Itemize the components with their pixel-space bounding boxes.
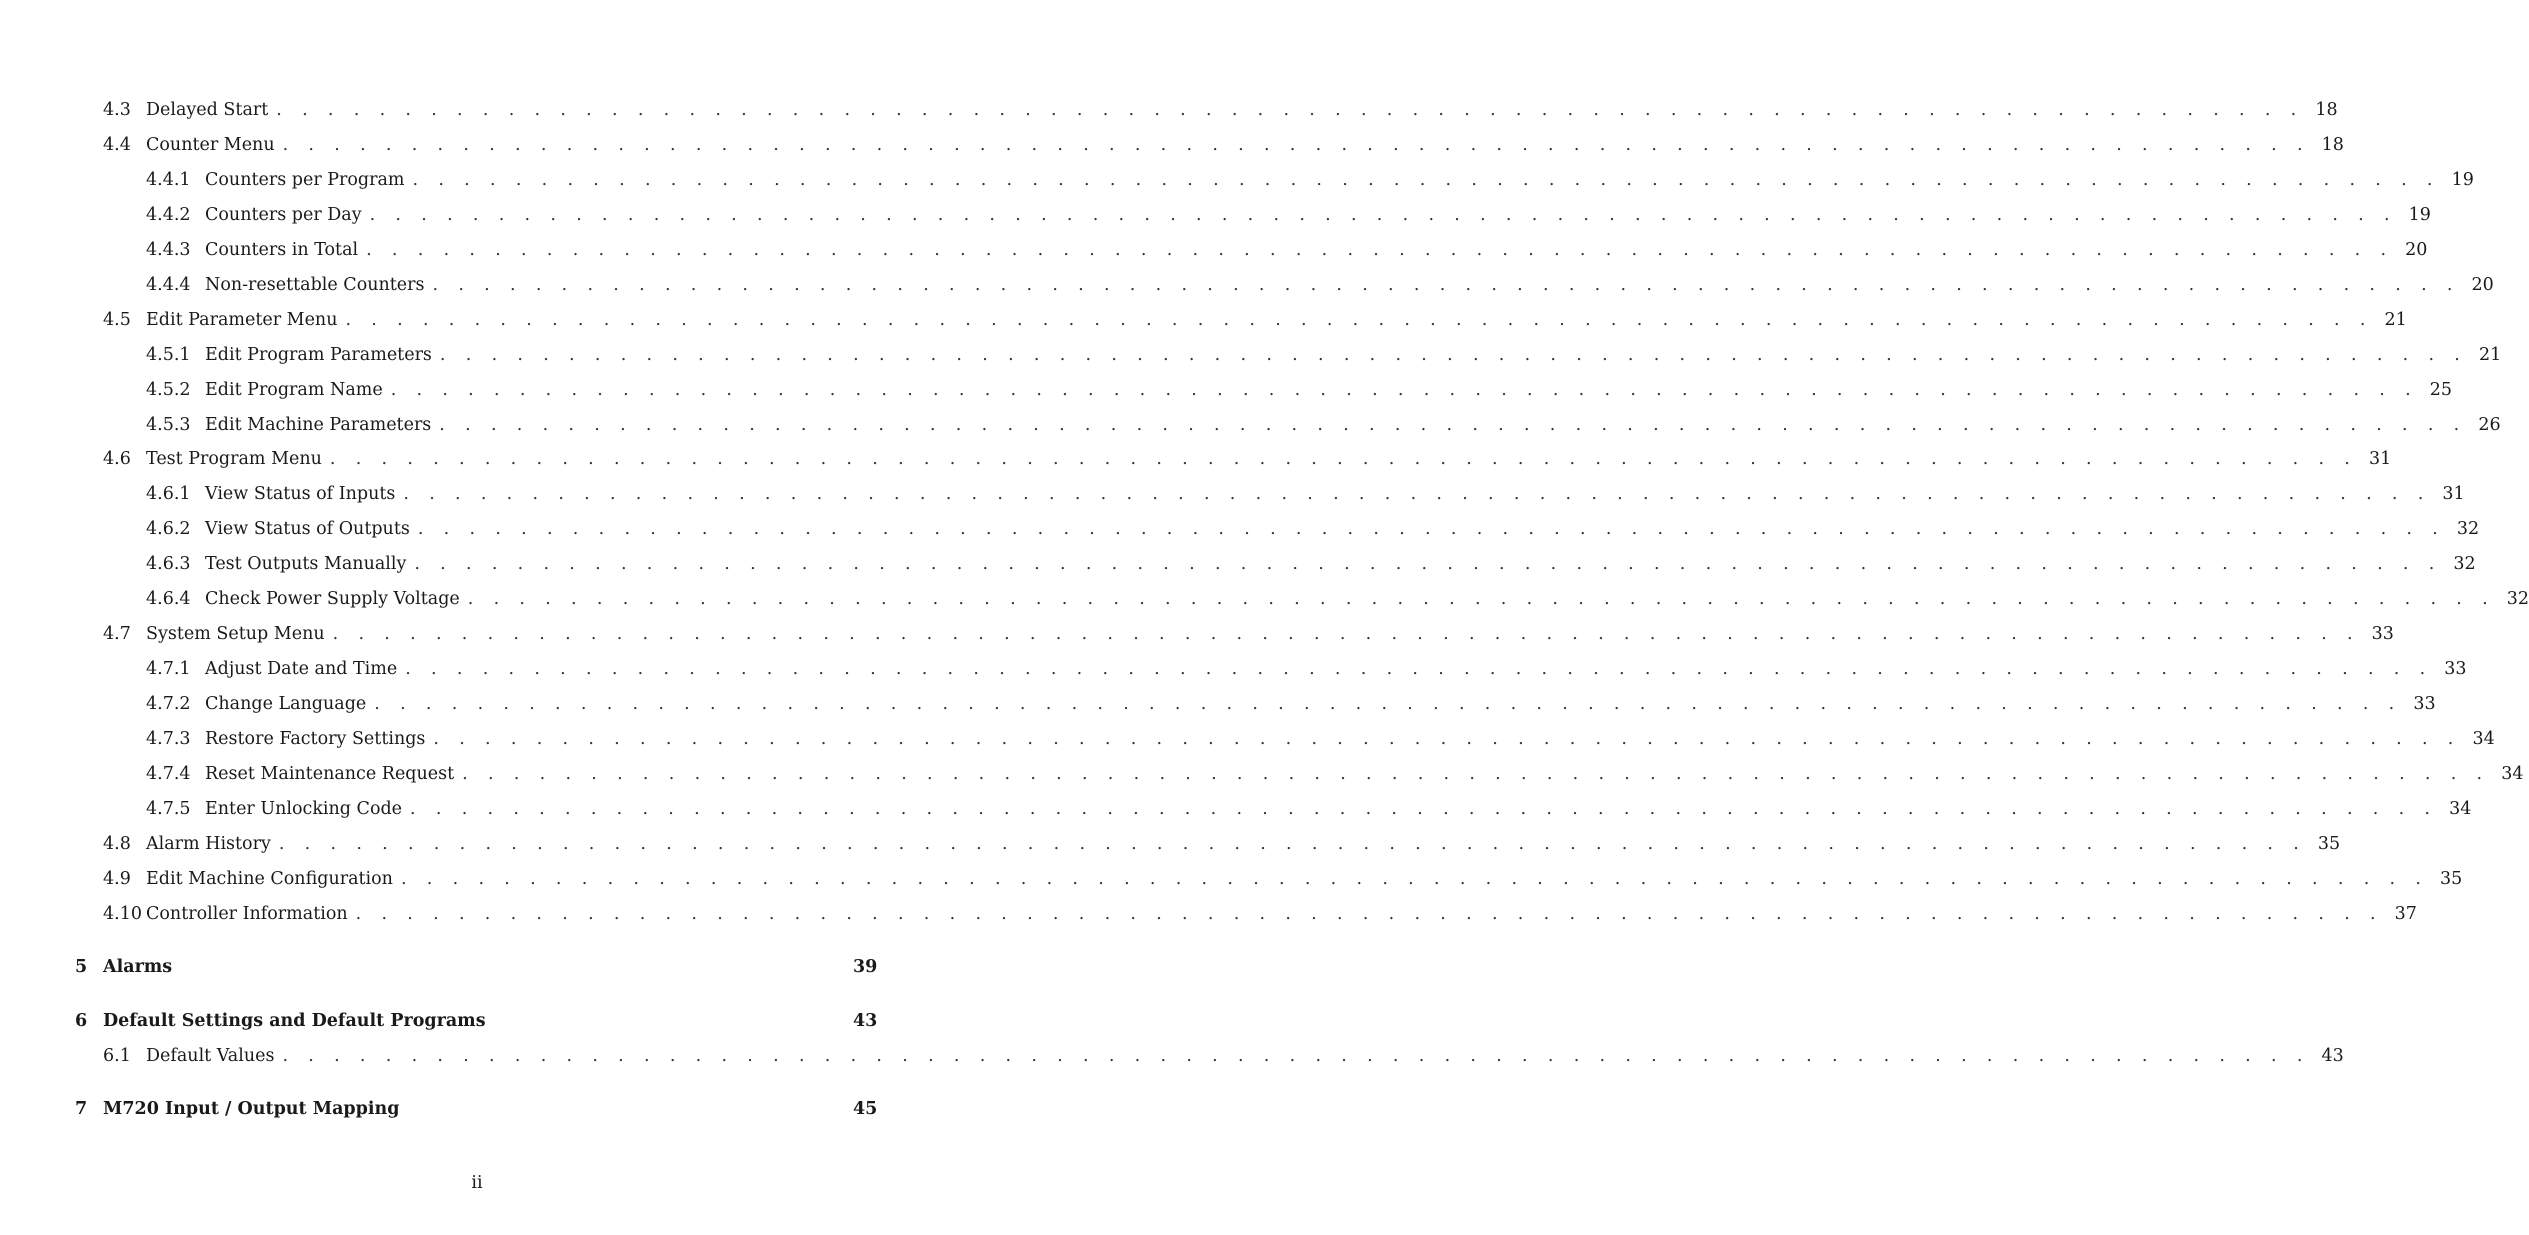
toc-dot-leader: . . . . . . . . . . . . . . . . . . . . . . . . . . . . . . . . . . . . . . . . . . . . . . . . . . . . . . . . . . . . . . . . . . . . . . . . . . . . . . . <box>414 554 2442 574</box>
toc-entry-page: 20 <box>2405 240 2428 260</box>
toc-dot-leader: . . . . . . . . . . . . . . . . . . . . . . . . . . . . . . . . . . . . . . . . . . . . . . . . . . . . . . . . . . . . . . . . . . . . . . . . . . . . . . . <box>355 904 2383 924</box>
toc-entry-number: 4.6.1 <box>146 484 191 504</box>
toc-entry-number: 4.7 <box>103 624 131 644</box>
toc-entry[interactable] <box>103 308 2407 332</box>
toc-dot-leader: . . . . . . . . . . . . . . . . . . . . . . . . . . . . . . . . . . . . . . . . . . . . . . . . . . . . . . . . . . . . . . . . . . . . . . . . . . . . . . . <box>276 100 2304 120</box>
toc-entry-number: 4.5.1 <box>146 345 191 365</box>
toc-dot-leader: . . . . . . . . . . . . . . . . . . . . . . . . . . . . . . . . . . . . . . . . . . . . . . . . . . . . . . . . . . . . . . . . . . . . . . . . . . . . . . . <box>439 415 2467 435</box>
toc-entry-page: 31 <box>2442 484 2465 504</box>
toc-entry-number: 4.4.3 <box>146 240 191 260</box>
toc-entry-title: Test Program Menu <box>146 449 322 469</box>
toc-dot-leader: . . . . . . . . . . . . . . . . . . . . . . . . . . . . . . . . . . . . . . . . . . . . . . . . . . . . . . . . . . . . . . . . . . . . . . . . . . . . . . . <box>332 624 2360 644</box>
toc-entry-title: View Status of Outputs <box>205 519 410 539</box>
toc-entry-page: 32 <box>2456 519 2480 539</box>
toc-dot-leader: . . . . . . . . . . . . . . . . . . . . . . . . . . . . . . . . . . . . . . . . . . . . . . . . . . . . . . . . . . . . . . . . . . . . . . . . . . . . . . . <box>405 659 2433 679</box>
toc-entry-number: 4.9 <box>103 869 131 889</box>
toc-entry-page: 34 <box>2449 799 2472 819</box>
toc-entry-title: Counters per Program <box>205 170 405 190</box>
toc-entry[interactable] <box>146 168 2474 192</box>
toc-entry-title: Edit Machine Parameters <box>205 415 432 435</box>
toc-entry-title: Edit Parameter Menu <box>146 310 338 330</box>
toc-entry-number: 4.4.4 <box>146 275 191 295</box>
toc-dot-leader: . . . . . . . . . . . . . . . . . . . . . . . . . . . . . . . . . . . . . . . . . . . . . . . . . . . . . . . . . . . . . . . . . . . . . . . . . . . . . . . <box>417 519 2446 539</box>
toc-entry-title: Counters in Total <box>205 240 359 260</box>
toc-entry[interactable] <box>146 587 2529 611</box>
toc-entry-title: Default Values <box>146 1046 275 1066</box>
toc-entry-title: Alarms <box>103 957 173 977</box>
toc-dot-leader: . . . . . . . . . . . . . . . . . . . . . . . . . . . . . . . . . . . . . . . . . . . . . . . . . . . . . . . . . . . . . . . . . . . . . . . . . . . . . . . <box>433 729 2461 749</box>
toc-dot-leader: . . . . . . . . . . . . . . . . . . . . . . . . . . . . . . . . . . . . . . . . . . . . . . . . . . . . . . . . . . . . . . . . . . . . . . . . . . . . . . . <box>366 240 2394 260</box>
toc-entry-title: Alarm History <box>146 834 271 854</box>
toc-entry-title: Edit Program Name <box>205 380 383 400</box>
toc-dot-leader: . . . . . . . . . . . . . . . . . . . . . . . . . . . . . . . . . . . . . . . . . . . . . . . . . . . . . . . . . . . . . . . . . . . . . . . . . . . . . . . <box>282 135 2310 155</box>
toc-entry-number: 4.10 <box>103 904 142 924</box>
toc-entry-page: 33 <box>2371 624 2394 644</box>
toc-entry-number: 4.4.2 <box>146 205 191 225</box>
toc-entry-page: 18 <box>2315 100 2338 120</box>
toc-entry-number: 4.5.2 <box>146 380 191 400</box>
toc-dot-leader: . . . . . . . . . . . . . . . . . . . . . . . . . . . . . . . . . . . . . . . . . . . . . . . . . . . . . . . . . . . . . . . . . . . . . . . . . . . . . . . <box>345 310 2373 330</box>
toc-entry-title: Check Power Supply Voltage <box>205 589 460 609</box>
page-number: ii <box>471 1173 483 1193</box>
toc-entry[interactable] <box>103 867 2463 891</box>
toc-entry[interactable] <box>103 622 2394 646</box>
toc-entry[interactable] <box>103 133 2344 157</box>
toc-entry-title: Reset Maintenance Request <box>205 764 455 784</box>
toc-entry-number: 6 <box>75 1011 88 1031</box>
toc-entry[interactable] <box>146 378 2453 402</box>
toc-dot-leader: . . . . . . . . . . . . . . . . . . . . . . . . . . . . . . . . . . . . . . . . . . . . . . . . . . . . . . . . . . . . . . . . . . . . . . . . . . . . . . . <box>410 799 2438 819</box>
toc-entry-number: 4.6.2 <box>146 519 191 539</box>
toc-entry-title: Default Settings and Default Programs <box>103 1011 486 1031</box>
toc-entry-page: 21 <box>2384 310 2407 330</box>
toc-entry-page: 26 <box>2478 415 2501 435</box>
toc-entry-number: 4.5 <box>103 310 131 330</box>
toc-entry-page: 25 <box>2429 380 2453 400</box>
toc-entry[interactable] <box>146 657 2467 681</box>
toc-chapter-entry[interactable] <box>75 1097 877 1121</box>
toc-entry-number: 5 <box>75 957 88 977</box>
toc-dot-leader: . . . . . . . . . . . . . . . . . . . . . . . . . . . . . . . . . . . . . . . . . . . . . . . . . . . . . . . . . . . . . . . . . . . . . . . . . . . . . . . <box>374 694 2402 714</box>
toc-entry-number: 4.7.3 <box>146 729 191 749</box>
toc-entry-number: 4.7.5 <box>146 799 191 819</box>
toc-entry[interactable] <box>146 203 2431 227</box>
toc-entry-number: 4.4 <box>103 135 131 155</box>
toc-entry-page: 31 <box>2368 449 2392 469</box>
toc-entry[interactable] <box>103 98 2338 122</box>
toc-dot-leader: . . . . . . . . . . . . . . . . . . . . . . . . . . . . . . . . . . . . . . . . . . . . . . . . . . . . . . . . . . . . . . . . . . . . . . . . . . . . . . . <box>432 275 2460 295</box>
toc-entry[interactable] <box>103 447 2392 471</box>
toc-entry-page: 34 <box>2501 764 2524 784</box>
toc-entry-title: Counters per Day <box>205 205 362 225</box>
toc-entry-page: 32 <box>2506 589 2529 609</box>
toc-chapter-entry[interactable] <box>75 955 877 979</box>
toc-entry-number: 4.5.3 <box>146 415 191 435</box>
toc-entry[interactable] <box>146 413 2501 437</box>
toc-dot-leader: . . . . . . . . . . . . . . . . . . . . . . . . . . . . . . . . . . . . . . . . . . . . . . . . . . . . . . . . . . . . . . . . . . . . . . . . . . . . . . . <box>400 869 2429 889</box>
toc-entry-title: Adjust Date and Time <box>205 659 398 679</box>
toc-entry-number: 4.7.4 <box>146 764 191 784</box>
toc-entry-number: 4.6.4 <box>146 589 191 609</box>
toc-entry[interactable] <box>146 552 2476 576</box>
toc-dot-leader: . . . . . . . . . . . . . . . . . . . . . . . . . . . . . . . . . . . . . . . . . . . . . . . . . . . . . . . . . . . . . . . . . . . . . . . . . . . . . . . <box>390 380 2419 400</box>
toc-entry[interactable] <box>146 238 2428 262</box>
toc-entry-page: 37 <box>2394 904 2417 924</box>
toc-entry[interactable] <box>103 902 2417 926</box>
toc-entry-title: Test Outputs Manually <box>205 554 407 574</box>
toc-dot-leader: . . . . . . . . . . . . . . . . . . . . . . . . . . . . . . . . . . . . . . . . . . . . . . . . . . . . . . . . . . . . . . . . . . . . . . . . . . . . . . . <box>412 170 2440 190</box>
toc-entry[interactable] <box>146 482 2465 506</box>
toc-entry-number: 4.6 <box>103 449 131 469</box>
toc-entry-title: View Status of Inputs <box>205 484 396 504</box>
toc-dot-leader: . . . . . . . . . . . . . . . . . . . . . . . . . . . . . . . . . . . . . . . . . . . . . . . . . . . . . . . . . . . . . . . . . . . . . . . . . . . . . . . <box>369 205 2397 225</box>
toc-entry[interactable] <box>146 762 2524 786</box>
toc-dot-leader: . . . . . . . . . . . . . . . . . . . . . . . . . . . . . . . . . . . . . . . . . . . . . . . . . . . . . . . . . . . . . . . . . . . . . . . . . . . . . . . <box>462 764 2490 784</box>
toc-entry[interactable] <box>103 1044 2344 1068</box>
toc-entry-page: 18 <box>2321 135 2344 155</box>
toc-dot-leader: . . . . . . . . . . . . . . . . . . . . . . . . . . . . . . . . . . . . . . . . . . . . . . . . . . . . . . . . . . . . . . . . . . . . . . . . . . . . . . . <box>282 1046 2310 1066</box>
toc-entry-number: 4.7.2 <box>146 694 191 714</box>
toc-entry-page: 43 <box>853 1011 878 1031</box>
toc-entry-page: 33 <box>2444 659 2467 679</box>
toc-dot-leader: . . . . . . . . . . . . . . . . . . . . . . . . . . . . . . . . . . . . . . . . . . . . . . . . . . . . . . . . . . . . . . . . . . . . . . . . . . . . . . . <box>467 589 2496 609</box>
toc-dot-leader: . . . . . . . . . . . . . . . . . . . . . . . . . . . . . . . . . . . . . . . . . . . . . . . . . . . . . . . . . . . . . . . . . . . . . . . . . . . . . . . <box>278 834 2307 854</box>
toc-entry[interactable] <box>146 517 2480 541</box>
toc-entry-page: 34 <box>2472 729 2495 749</box>
toc-dot-leader: . . . . . . . . . . . . . . . . . . . . . . . . . . . . . . . . . . . . . . . . . . . . . . . . . . . . . . . . . . . . . . . . . . . . . . . . . . . . . . . <box>329 449 2358 469</box>
toc-entry-title: Non-resettable Counters <box>205 275 425 295</box>
toc-entry[interactable] <box>146 343 2502 367</box>
toc-entry[interactable] <box>146 273 2494 297</box>
toc-entry[interactable] <box>146 797 2472 821</box>
toc-entry[interactable] <box>146 692 2436 716</box>
toc-entry-number: 6.1 <box>103 1046 131 1066</box>
toc-entry-title: Delayed Start <box>146 100 269 120</box>
toc-entry-title: Change Language <box>205 694 367 714</box>
toc-entry-title: Edit Machine Configuration <box>146 869 393 889</box>
toc-entry[interactable] <box>146 727 2495 751</box>
toc-entry-title: Controller Information <box>146 904 348 924</box>
toc-entry-page: 35 <box>2440 869 2463 889</box>
toc-entry-page: 32 <box>2453 554 2476 574</box>
toc-dot-leader: . . . . . . . . . . . . . . . . . . . . . . . . . . . . . . . . . . . . . . . . . . . . . . . . . . . . . . . . . . . . . . . . . . . . . . . . . . . . . . . <box>439 345 2468 365</box>
toc-entry-page: 45 <box>853 1099 878 1119</box>
toc-entry-number: 4.8 <box>103 834 131 854</box>
toc-dot-leader: . . . . . . . . . . . . . . . . . . . . . . . . . . . . . . . . . . . . . . . . . . . . . . . . . . . . . . . . . . . . . . . . . . . . . . . . . . . . . . . <box>403 484 2431 504</box>
toc-entry-page: 20 <box>2471 275 2494 295</box>
toc-entry-number: 4.7.1 <box>146 659 191 679</box>
toc-entry-number: 4.4.1 <box>146 170 191 190</box>
toc-entry-page: 21 <box>2478 345 2502 365</box>
toc-entry-number: 7 <box>75 1099 88 1119</box>
toc-entry-title: Enter Unlocking Code <box>205 799 403 819</box>
toc-entry-page: 43 <box>2321 1046 2344 1066</box>
toc-entry-page: 19 <box>2408 205 2431 225</box>
toc-entry-number: 4.6.3 <box>146 554 191 574</box>
toc-entry-page: 39 <box>853 957 878 977</box>
toc-entry-title: Restore Factory Settings <box>205 729 426 749</box>
toc-entry-page: 19 <box>2451 170 2474 190</box>
toc-chapter-entry[interactable] <box>75 1009 877 1033</box>
toc-entry-number: 4.3 <box>103 100 131 120</box>
toc-entry-page: 35 <box>2317 834 2341 854</box>
toc-entry-title: Edit Program Parameters <box>205 345 432 365</box>
toc-entry-title: Counter Menu <box>146 135 275 155</box>
toc-entry-page: 33 <box>2413 694 2436 714</box>
toc-entry-title: M720 Input / Output Mapping <box>103 1099 400 1119</box>
toc-entry-title: System Setup Menu <box>146 624 325 644</box>
toc-entry[interactable] <box>103 832 2341 856</box>
